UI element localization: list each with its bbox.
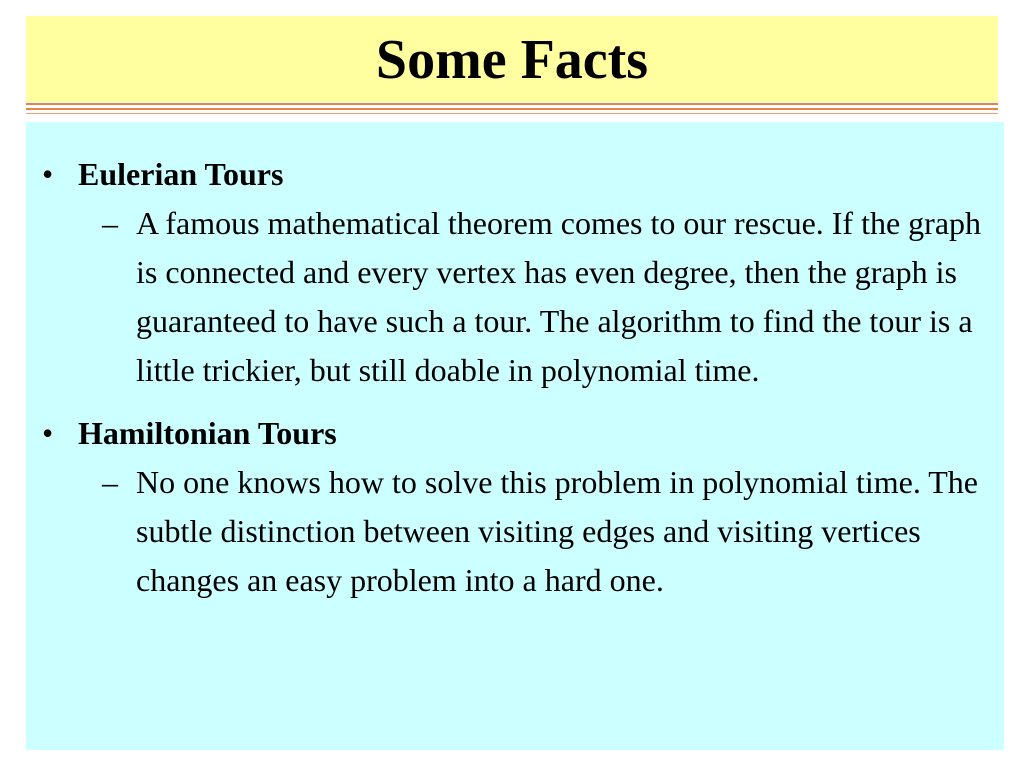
spacer	[40, 395, 990, 409]
slide-title: Some Facts	[375, 29, 649, 91]
dash-icon: –	[102, 464, 118, 500]
bullet-heading: Eulerian Tours	[78, 156, 284, 192]
bullet-dot-icon: •	[42, 415, 54, 451]
title-divider-line	[26, 103, 998, 105]
bullet-heading: Hamiltonian Tours	[78, 415, 337, 451]
title-divider-line	[26, 113, 998, 114]
dash-icon: –	[102, 205, 118, 241]
title-divider-line	[26, 108, 998, 110]
bullet-item-eulerian	[40, 150, 990, 199]
sub-bullet-eulerian	[88, 199, 990, 395]
sub-bullet-text: A famous mathematical theorem comes to our rescue. If the graph is connected and every vertex has even degree, then the graph is guaranteed to have such a tour. The algorithm to find the tour is a little trickier, but still doable in polynomial time.	[136, 205, 982, 388]
bullet-item-hamiltonian	[40, 409, 990, 458]
bullet-list	[40, 150, 990, 605]
sub-bullet-hamiltonian	[88, 458, 990, 605]
title-box	[26, 16, 998, 102]
bullet-dot-icon: •	[42, 156, 54, 192]
sub-bullet-text: No one knows how to solve this problem in polynomial time. The subtle distinction between visiting edges and visiting vertices changes an easy problem into a hard one.	[136, 464, 978, 598]
content-box	[26, 122, 1004, 750]
